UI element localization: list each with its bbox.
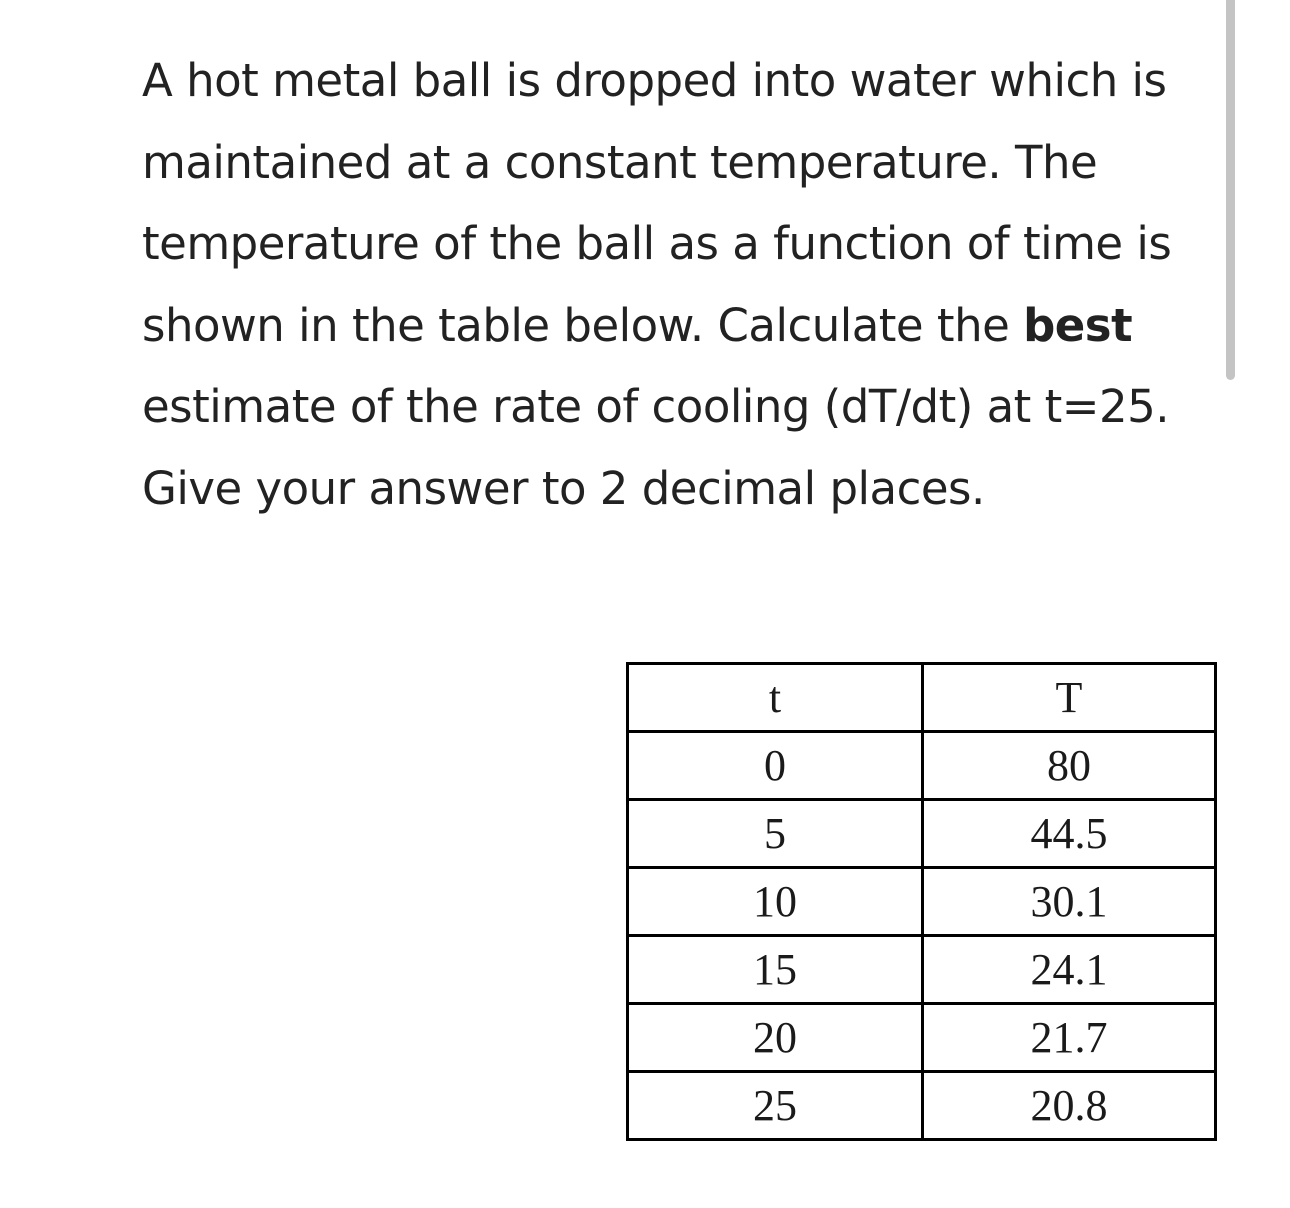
cell-T: 24.1 (923, 936, 1216, 1004)
question-part-1: A hot metal ball is dropped into water which is maintained at a constant temperature. The temperature of the ball as a function of time is shown in the table below. Calculate the (142, 54, 1172, 352)
scrollbar-thumb[interactable] (1226, 0, 1235, 380)
table-row (628, 868, 1216, 936)
cell-t: 0 (628, 732, 923, 800)
cell-T: 30.1 (923, 868, 1216, 936)
cell-T: 44.5 (923, 800, 1216, 868)
cell-T: 21.7 (923, 1004, 1216, 1072)
header-t: t (628, 664, 923, 732)
header-T: T (923, 664, 1216, 732)
cell-T: 80 (923, 732, 1216, 800)
cell-t: 10 (628, 868, 923, 936)
cell-T: 20.8 (923, 1072, 1216, 1140)
table-row (628, 936, 1216, 1004)
table-header-row (628, 664, 1216, 732)
table-row (628, 1004, 1216, 1072)
question-emphasis: best (1023, 298, 1133, 352)
question-part-2: estimate of the rate of cooling (dT/dt) at t=25. Give your answer to 2 decimal places. (142, 380, 1170, 515)
data-table (626, 662, 1217, 1141)
table-row (628, 732, 1216, 800)
cell-t: 5 (628, 800, 923, 868)
cell-t: 15 (628, 936, 923, 1004)
cell-t: 20 (628, 1004, 923, 1072)
question-text (142, 40, 1222, 529)
cell-t: 25 (628, 1072, 923, 1140)
table-row (628, 800, 1216, 868)
table-row (628, 1072, 1216, 1140)
